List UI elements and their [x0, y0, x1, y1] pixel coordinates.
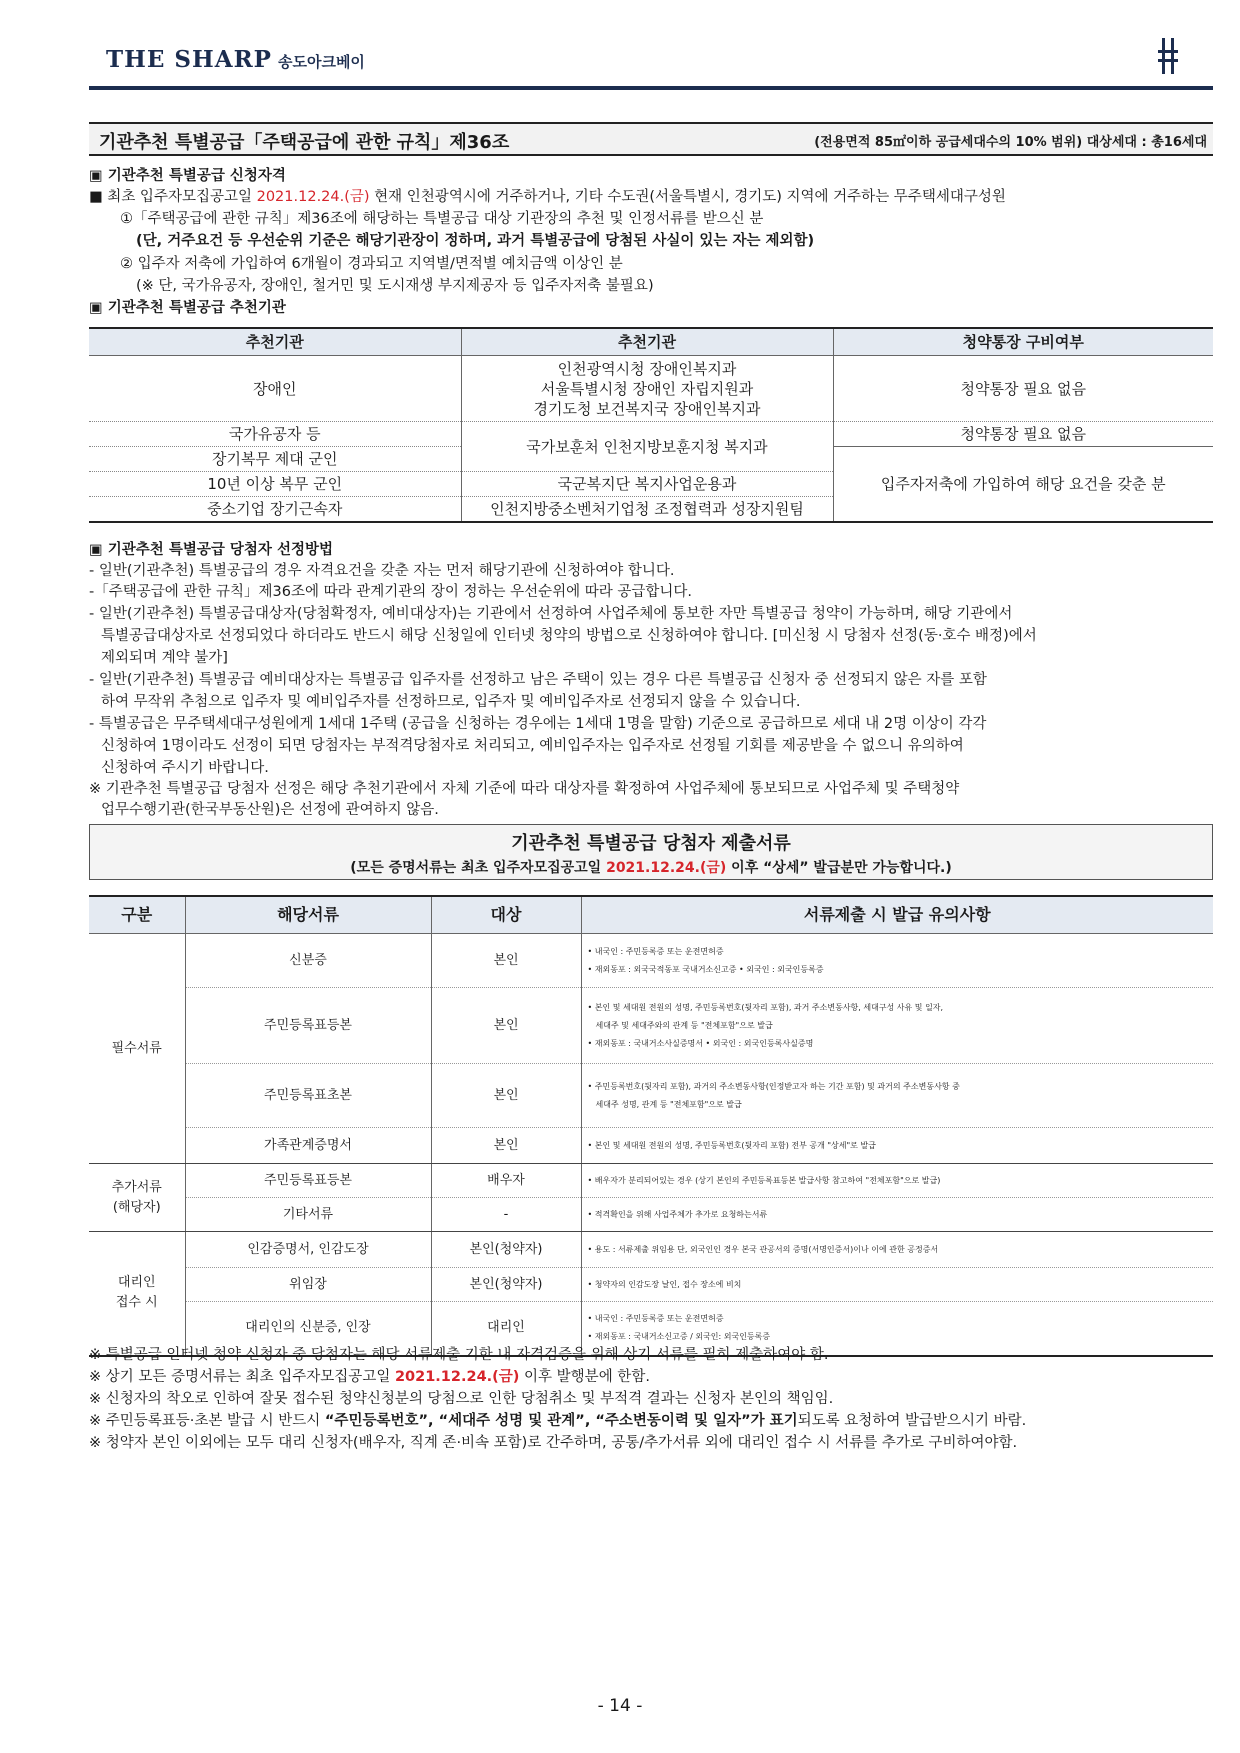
docs-target: 본인(청약자) [431, 1232, 581, 1268]
docs-doc: 인감증명서, 인감도장 [185, 1232, 431, 1268]
table-row [89, 1128, 1213, 1164]
qualification-item-2-note: (※ 단, 국가유공자, 장애인, 철거민 및 도시재생 부지제공자 등 입주자저축 불필요) [136, 278, 654, 294]
footnote: ※ 신청자의 착오로 인하여 잘못 접수된 청약신청분의 당첨으로 인한 당첨취소 및 부적격 결과는 신청자 본인의 책임임. [89, 1391, 834, 1407]
docs-target: 본인 [431, 1128, 581, 1164]
agency-target: 장기복무 제대 군인 [89, 447, 461, 472]
docs-col-header: 서류제출 시 발급 유의사항 [581, 896, 1213, 934]
qualification-heading: ▣ 기관추천 특별공급 신청자격 [89, 168, 286, 184]
footnote-bold: “주민등록번호”, “세대주 성명 및 관계”, “주소변동이력 및 일자”가 표기 [324, 1413, 798, 1429]
docs-title-box [89, 824, 1213, 880]
agency-target: 국가유공자 등 [89, 422, 461, 447]
agency-org: 인천지방중소벤처기업청 조정협력과 성장지원팀 [461, 497, 833, 522]
selection-line: 신청하여 주시기 바랍니다. [101, 760, 269, 776]
docs-doc: 기타서류 [185, 1198, 431, 1232]
docs-col-header: 대상 [431, 896, 581, 934]
docs-title: 기관추천 특별공급 당첨자 제출서류 [511, 833, 791, 854]
footnote [89, 1367, 650, 1387]
docs-note: • 용도 : 서류제출 위임용 단, 외국인인 경우 본국 관공서의 증명(서명인증서)이나 이에 관한 공정증서 [581, 1232, 1213, 1268]
docs-note-line: • 본인 및 세대원 전원의 성명, 주민등록번호(뒷자리 포함), 과거 주소변동사항, 세대구성 사유 및 일자, [587, 1002, 944, 1012]
docs-subtitle-pre: (모든 증명서류는 최초 입주자모집공고일 [350, 860, 607, 876]
docs-doc: 대리인의 신분증, 인장 [185, 1302, 431, 1356]
qualification-line [89, 187, 1006, 207]
docs-subtitle-post: 이후 “상세” 발급분만 가능합니다.) [726, 860, 952, 876]
docs-note-line: 세대주 성명, 관계 등 "전체포함"으로 발급 [595, 1099, 742, 1109]
docs-doc: 신분증 [185, 934, 431, 988]
table-row [89, 1232, 1213, 1268]
footnote-pre: ※ 상기 모든 증명서류는 최초 입주자모집공고일 [89, 1369, 395, 1385]
agency-org-line: 서울특별시청 장애인 자립지원과 [540, 379, 754, 398]
agency-org: 국가보훈처 인천지방보훈지청 복지과 [461, 422, 833, 472]
docs-note: • 본인 및 세대원 전원의 성명, 주민등록번호(뒷자리 포함) 전부 공개 "상세"로 발급 [581, 1128, 1213, 1164]
selection-line: - 일반(기관추천) 특별공급의 경우 자격요건을 갖춘 자는 먼저 해당기관에 신청하여야 합니다. [89, 563, 675, 579]
docs-note-line: • 재외동포 : 국내거소사실증명서 • 외국인 : 외국인등록사실증명 [587, 1038, 814, 1048]
selection-line: 특별공급대상자로 선정되었다 하더라도 반드시 해당 신청일에 인터넷 청약의 방법으로 신청하여야 합니다. [미신청 시 당첨자 선정(동·호수 배정)에서 [101, 628, 1037, 644]
agency-account: 청약통장 필요 없음 [833, 356, 1213, 422]
docs-target: 본인 [431, 934, 581, 988]
footnote-post: 되도록 요청하여 발급받으시기 바람. [797, 1413, 1027, 1429]
docs-note: • 배우자가 분리되어있는 경우 (상기 본인의 주민등록표등본 발급사항 참고하여 "전체포함"으로 발급) [581, 1164, 1213, 1198]
docs-note-line: • 재외동포 : 외국국적동포 국내거소신고증 • 외국인 : 외국인등록증 [587, 964, 824, 974]
table-row [89, 1164, 1213, 1198]
docs-target: 본인 [431, 988, 581, 1064]
brand-name: THE SHARP [106, 46, 272, 73]
footnote: ※ 청약자 본인 이외에는 모두 대리 신청자(배우자, 직계 존·비속 포함)로 간주하며, 공통/추가서류 외에 대리인 접수 시 서류를 추가로 구비하여야함. [89, 1435, 1018, 1451]
agency-col-header: 추천기관 [461, 328, 833, 356]
docs-doc: 위임장 [185, 1268, 431, 1302]
docs-subtitle-date: 2021.12.24.(금) [606, 860, 727, 876]
agency-table-header [89, 328, 1213, 356]
selection-line: ※ 기관추천 특별공급 당첨자 선정은 해당 추천기관에서 자체 기준에 따라 대상자를 확정하여 사업주체에 통보되므로 사업주체 및 주택청약 [89, 781, 960, 797]
header-rule [89, 86, 1213, 90]
agency-account: 입주자저축에 가입하여 해당 요건을 갖춘 분 [833, 447, 1213, 522]
docs-col-header: 구분 [89, 896, 185, 934]
agency-table [89, 327, 1213, 523]
docs-doc: 가족관계증명서 [185, 1128, 431, 1164]
brand-logo-text [106, 46, 365, 73]
qualification-date: 2021.12.24.(금) [256, 189, 370, 205]
agency-target: 중소기업 장기근속자 [89, 497, 461, 522]
agency-target: 장애인 [89, 356, 461, 422]
docs-note: • 적격확인을 위해 사업주체가 추가로 요청하는서류 [581, 1198, 1213, 1232]
docs-table-header [89, 896, 1213, 934]
qualification-line-pre: ■ 최초 입주자모집공고일 [89, 189, 257, 205]
docs-doc: 주민등록표초본 [185, 1064, 431, 1128]
docs-note-line: • 내국인 : 주민등록증 또는 운전면허증 [587, 946, 724, 956]
docs-doc: 주민등록표등본 [185, 988, 431, 1064]
agency-account: 청약통장 필요 없음 [833, 422, 1213, 447]
agency-col-header: 추천기관 [89, 328, 461, 356]
qualification-item-2: ② 입주자 저축에 가입하여 6개월이 경과되고 지역별/면적별 예치금액 이상인 분 [120, 256, 623, 272]
docs-note [581, 934, 1213, 988]
section-title: 기관추천 특별공급「주택공급에 관한 규칙」제36조 [99, 132, 510, 153]
docs-target: 본인(청약자) [431, 1268, 581, 1302]
selection-line: 제외되며 계약 불가] [101, 650, 228, 666]
brand-emblem-icon [1150, 36, 1186, 76]
docs-category [89, 1232, 185, 1356]
selection-line: - 일반(기관추천) 특별공급대상자(당첨확정자, 예비대상자)는 기관에서 선정하여 사업주체에 통보한 자만 특별공급 청약이 가능하며, 해당 기관에서 [89, 606, 1013, 622]
selection-heading: ▣ 기관추천 특별공급 당첨자 선정방법 [89, 542, 333, 558]
selection-line: - 특별공급은 무주택세대구성원에게 1세대 1주택 (공급을 신청하는 경우에는 1세대 1명을 말함) 기준으로 공급하므로 세대 내 2명 이상이 각각 [89, 716, 987, 732]
agency-org: 국군복지단 복지사업운용과 [461, 472, 833, 497]
footnote: ※ 특별공급 인터넷 청약 신청자 중 당첨자는 해당 서류제출 기한 내 자격검증을 위해 상기 서류를 필히 제출하여야 함. [89, 1347, 829, 1363]
selection-line: 신청하여 1명이라도 선정이 되면 당첨자는 부적격당첨자로 처리되고, 예비입주자는 입주자로 선정될 기회를 제공받을 수 없으니 유의하여 [101, 738, 964, 754]
docs-category [89, 1164, 185, 1232]
docs-category: 필수서류 [89, 934, 185, 1164]
agency-heading: ▣ 기관추천 특별공급 추천기관 [89, 300, 286, 316]
agency-org-line: 경기도청 보건복지국 장애인복지과 [533, 399, 761, 418]
docs-target: - [431, 1198, 581, 1232]
docs-note-line: • 내국인 : 주민등록증 또는 운전면허증 [587, 1314, 724, 1324]
agency-col-header: 청약통장 구비여부 [833, 328, 1213, 356]
table-row [89, 1268, 1213, 1302]
footnote [89, 1411, 1026, 1431]
agency-target: 10년 이상 복무 군인 [89, 472, 461, 497]
docs-note [581, 988, 1213, 1064]
docs-target: 본인 [431, 1064, 581, 1128]
agency-org [461, 356, 833, 422]
qualification-item-1-note: (단, 거주요건 등 우선순위 기준은 해당기관장이 정하며, 과거 특별공급에 당첨된 사실이 있는 자는 제외함) [136, 233, 815, 249]
selection-line: 하여 무작위 추첨으로 입주자 및 예비입주자를 선정하므로, 입주자 및 예비입주자로 선정되지 않을 수 있습니다. [101, 694, 801, 710]
section-title-note: (전용면적 85㎡이하 공급세대수의 10% 범위) 대상세대 : 총16세대 [814, 135, 1207, 150]
docs-subtitle [90, 857, 1212, 877]
agency-org-line: 인천광역시청 장애인복지과 [557, 359, 737, 378]
docs-category-line: 접수 시 [115, 1295, 158, 1311]
docs-target: 대리인 [431, 1302, 581, 1356]
docs-table [89, 895, 1213, 1357]
docs-note: • 청약자의 인감도장 날인, 접수 장소에 비치 [581, 1268, 1213, 1302]
qualification-line-post: 현재 인천광역시에 거주하거나, 기타 수도권(서울특별시, 경기도) 지역에 거주하는 무주택세대구성원 [369, 189, 1006, 205]
footnote-date: 2021.12.24.(금) [394, 1369, 520, 1385]
docs-col-header: 해당서류 [185, 896, 431, 934]
selection-line: -「주택공급에 관한 규칙」제36조에 따라 관계기관의 장이 정하는 우선순위에 따라 공급합니다. [89, 584, 693, 600]
docs-category-line: (해당자) [112, 1199, 161, 1215]
docs-note-line: 세대주 및 세대주와의 관계 등 "전체포함"으로 발급 [595, 1020, 773, 1030]
footnote-pre: ※ 주민등록표등·초본 발급 시 반드시 [89, 1413, 325, 1429]
docs-target: 배우자 [431, 1164, 581, 1198]
selection-line: 업무수행기관(한국부동산원)은 선정에 관여하지 않음. [101, 802, 439, 818]
table-row [89, 356, 1213, 422]
table-row [89, 1198, 1213, 1232]
page-number: - 14 - [597, 1696, 643, 1716]
docs-note [581, 1064, 1213, 1128]
table-row [89, 1064, 1213, 1128]
docs-category-line: 대리인 [117, 1275, 156, 1291]
docs-note-line: • 주민등록번호(뒷자리 포함), 과거의 주소변동사항(인정받고자 하는 기간 포함) 및 과거의 주소변동사항 중 [587, 1081, 960, 1091]
footnote-post: 이후 발행분에 한함. [519, 1369, 650, 1385]
table-row [89, 934, 1213, 988]
docs-doc: 주민등록표등본 [185, 1164, 431, 1198]
docs-category-line: 추가서류 [111, 1179, 162, 1195]
qualification-item-1: ①「주택공급에 관한 규칙」제36조에 해당하는 특별공급 대상 기관장의 추천 및 인정서류를 받으신 분 [120, 211, 764, 227]
brand-subtitle: 송도아크베이 [277, 53, 365, 71]
selection-line: - 일반(기관추천) 특별공급 예비대상자는 특별공급 입주자를 선정하고 남은 주택이 있는 경우 다른 특별공급 신청자 중 선정되지 않은 자를 포함 [89, 672, 987, 688]
table-row [89, 988, 1213, 1064]
section-title-bar [89, 122, 1213, 156]
docs-note-line: • 재외동포 : 국내거소신고증 / 외국인: 외국인등록증 [587, 1332, 771, 1342]
table-row [89, 422, 1213, 447]
